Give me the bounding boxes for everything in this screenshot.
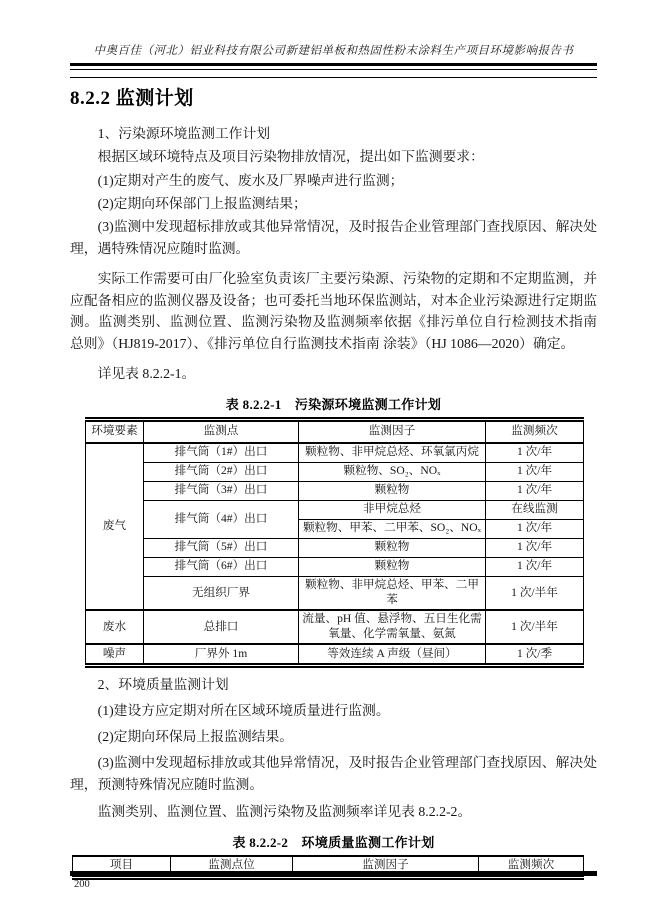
table-row [86, 557, 584, 576]
cell-factor: 颗粒物 [299, 538, 486, 557]
table-row [86, 443, 584, 463]
cell-point: 排气筒（3#）出口 [144, 481, 299, 500]
cell-element-water: 废水 [86, 610, 144, 644]
cell-factor: 颗粒物 [299, 557, 486, 576]
body1-paragraph-2: 根据区域环境特点及项目污染物排放情况，提出如下监测要求： [97, 149, 484, 165]
cell-point: 排气筒（5#）出口 [144, 538, 299, 557]
cell-frequency: 1 次/年 [486, 519, 584, 538]
cell-factor: 流量、pH 值、悬浮物、五日生化需氧量、化学需氧量、氨氮 [299, 610, 486, 644]
table1-header-frequency: 监测频次 [486, 419, 584, 443]
body2-paragraph-2: (1)建设方应定期对所在区域环境质量进行监测。 [97, 702, 390, 718]
body1-paragraph-5: (3)监测中发现超标排放或其他异常情况，及时报告企业管理部门查找原因、解决处理，遇特殊情况应随时监测。 [70, 219, 597, 256]
cell-factor: 颗粒物 [299, 481, 486, 500]
table2-title: 表 8.2.2-2 环境质量监测工作计划 [232, 834, 435, 850]
cell-frequency: 在线监测 [486, 500, 584, 519]
cell-point: 排气筒（6#）出口 [144, 557, 299, 576]
cell-frequency: 1 次/年 [486, 481, 584, 500]
cell-frequency: 1 次/年 [486, 538, 584, 557]
table2-header-item: 项目 [73, 856, 171, 878]
body1-paragraph-1: 1、污染源环境监测工作计划 [97, 126, 271, 141]
body1-paragraph-3: (1)定期对产生的废气、废水及厂界噪声进行监测； [97, 172, 404, 188]
cell-frequency: 1 次/年 [486, 557, 584, 576]
cell-factor: 等效连续 A 声级（昼间） [299, 644, 486, 666]
body1-paragraph-7: 详见表 8.2.2-1。 [97, 365, 196, 381]
body2-paragraph-1: 2、环境质量监测计划 [97, 677, 229, 693]
header-rule [70, 63, 597, 70]
cell-factor: 颗粒物、非甲烷总烃、甲苯、二甲苯 [299, 576, 486, 610]
table1-header-row [86, 419, 584, 443]
page-number: 200 [74, 879, 90, 890]
page-header [70, 42, 597, 70]
footer-rule [70, 871, 597, 876]
table1-header-element: 环境要素 [86, 419, 144, 443]
table-row [86, 644, 584, 666]
cell-frequency: 1 次/半年 [486, 610, 584, 644]
cell-point: 排气筒（2#）出口 [144, 462, 299, 481]
table-row [86, 462, 584, 481]
cell-factor: 颗粒物、甲苯、二甲苯、SO₂、NOₓ [299, 519, 486, 538]
header-title: 中奥百佳（河北）铝业科技有限公司新建铝单板和热固性粉末涂料生产项目环境影响报告书 [93, 45, 574, 57]
table2-header-frequency: 监测频次 [479, 856, 584, 878]
table-row [86, 576, 584, 610]
cell-frequency: 1 次/年 [486, 462, 584, 481]
body1-paragraph-4: (2)定期向环保部门上报监测结果； [97, 195, 307, 211]
table1-header-factor: 监测因子 [299, 419, 486, 443]
cell-point: 无组织厂界 [144, 576, 299, 610]
table-row [86, 538, 584, 557]
page-footer [70, 871, 597, 890]
table2-header-point: 监测点位 [171, 856, 293, 878]
table-row [86, 481, 584, 500]
section-divider-line [70, 77, 597, 78]
table-row [86, 500, 584, 519]
cell-frequency: 1 次/半年 [486, 576, 584, 610]
cell-frequency: 1 次/年 [486, 443, 584, 463]
table-row [86, 610, 584, 644]
cell-factor: 非甲烷总烃 [299, 500, 486, 519]
cell-element-gas: 废气 [86, 443, 144, 610]
cell-point: 厂界外 1m [144, 644, 299, 666]
body1-paragraph-6: 实际工作需要可由厂化验室负责该厂主要污染源、污染物的定期和不定期监测，并应配备相应的监测仪器及设备；也可委托当地环保监测站，对本企业污染源进行定期监测。监测类别、监测位置、监测污染物及监测频率依据《排污单位自行检测技术指南 总则》（HJ819-2017）、《排污单位自行监测技术指南 涂装》（HJ 1086—2020）确定。 [70, 270, 597, 352]
table2-header-factor: 监测因子 [293, 856, 479, 878]
page-body [70, 77, 597, 880]
section-heading: 8.2.2 监测计划 [70, 88, 194, 109]
cell-element-noise: 噪声 [86, 644, 144, 666]
pollution-source-monitoring-table [85, 417, 584, 668]
table1-title: 表 8.2.2-1 污染源环境监测工作计划 [225, 396, 442, 412]
cell-factor: 颗粒物、非甲烷总烃、环氧氯丙烷 [299, 443, 486, 463]
cell-point-stack4: 排气筒（4#）出口 [144, 500, 299, 538]
cell-point: 总排口 [144, 610, 299, 644]
body2-paragraph-4: (3)监测中发现超标排放或其他异常情况，及时报告企业管理部门查找原因、解决处理，预测特殊情况应随时监测。 [70, 754, 597, 792]
table1-header-point: 监测点 [144, 419, 299, 443]
cell-factor: 颗粒物、SO₂、NOₓ [299, 462, 486, 481]
section-2 [70, 674, 597, 822]
body2-paragraph-3: (2)定期向环保局上报监测结果。 [97, 728, 294, 744]
cell-frequency: 1 次/季 [486, 644, 584, 666]
cell-point: 排气筒（1#）出口 [144, 443, 299, 463]
body2-paragraph-5: 监测类别、监测位置、监测污染物及监测频率详见表 8.2.2-2。 [97, 803, 472, 819]
